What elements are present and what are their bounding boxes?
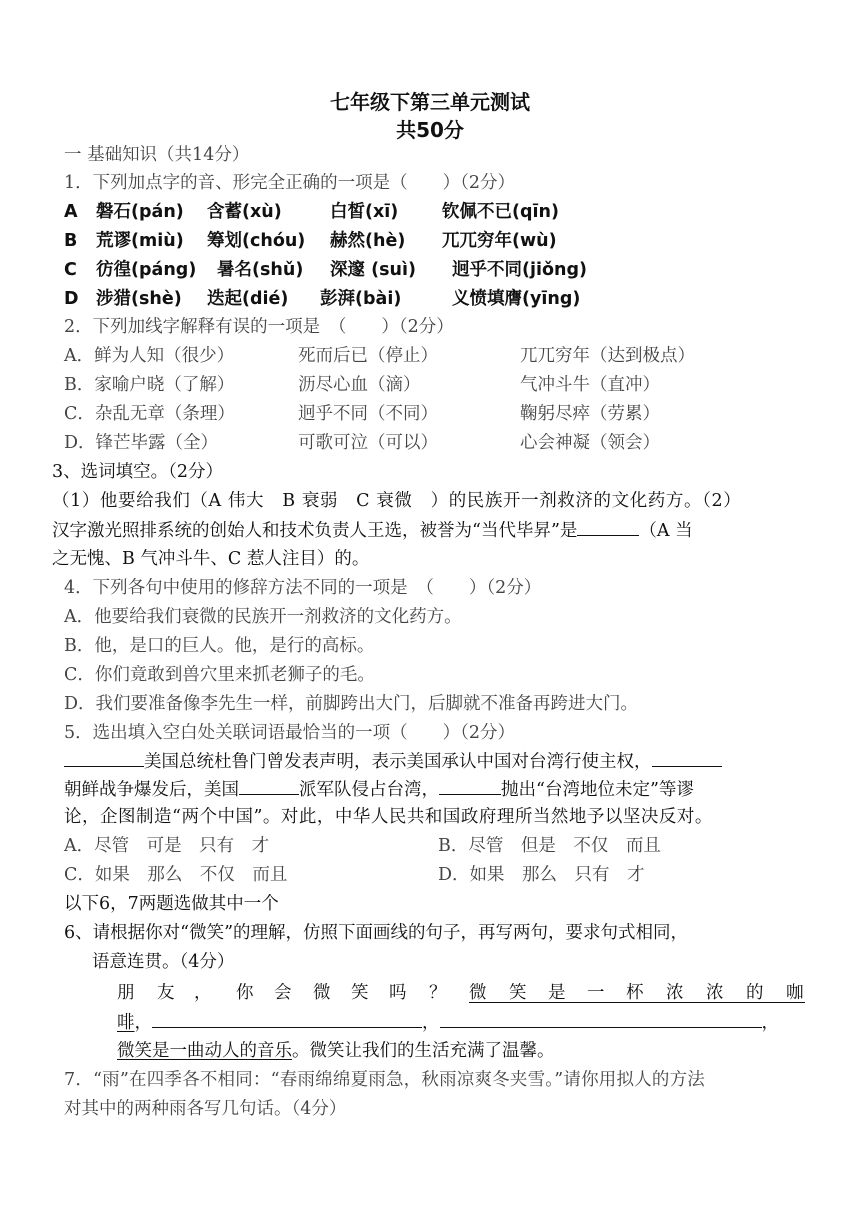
- option-item: A．鲜为人知（很少）: [64, 346, 235, 366]
- q5-text: 抛出“台湾地位未定”等谬: [501, 780, 694, 800]
- option-word: 暑名(shǔ): [217, 260, 304, 280]
- option-word: 钦佩不已(qīn): [442, 202, 559, 222]
- option-word: 荒谬(miù): [96, 231, 184, 251]
- answer-blank-1[interactable]: [152, 1009, 422, 1028]
- option-word: 白皙(xī): [330, 202, 399, 222]
- option-item: 沥尽心血（滴）: [298, 375, 421, 395]
- q5-paragraph: [64, 748, 722, 775]
- option-word: 赫然(hè): [330, 231, 406, 251]
- option-item: D．锋芒毕露（全）: [64, 433, 219, 453]
- option-item: 死而后已（停止）: [298, 346, 438, 366]
- q3-text: （A 当: [639, 521, 693, 541]
- option-letter: B: [64, 231, 78, 251]
- option-letter: A: [64, 202, 78, 222]
- option-word: 迥乎不同(jiǒng): [452, 260, 588, 280]
- q4-option: B．他，是口的巨人。他，是行的高标。: [64, 636, 375, 656]
- option-word: 深邃 (suì): [330, 260, 416, 280]
- q6-text: ，: [134, 1013, 152, 1033]
- q6-stem: 6、请根据你对“微笑”的理解，仿照下面画线的句子，再写两句，要求句式相同，: [64, 923, 689, 943]
- option-item: 可歌可泣（可以）: [298, 433, 438, 453]
- option-item: 兀兀穷年（达到极点）: [520, 346, 695, 366]
- q3-text: 汉字激光照排系统的创始人和技术负责人王选，被誉为“当代毕昇”是: [52, 521, 578, 541]
- q6-char: 朋: [117, 983, 135, 1003]
- q6-answer-line: [117, 1009, 779, 1036]
- answer-blank[interactable]: [239, 776, 299, 795]
- q4-option: D．我们要准备像李先生一样，前脚跨出大门，后脚就不准备再跨进大门。: [64, 694, 639, 714]
- q5-text: 派军队侵占台湾，: [299, 780, 439, 800]
- q6-char: 笑: [509, 983, 527, 1003]
- q4-option: A．他要给我们衰微的民族开一剂救济的文化药方。: [64, 607, 462, 627]
- option-word: 迭起(dié): [207, 289, 289, 309]
- option-word: 涉猎(shè): [96, 289, 182, 309]
- q4-stem: 4．下列各句中使用的修辞方法不同的一项是 （ ）（2分）: [64, 578, 542, 598]
- q6-char: ，: [194, 983, 212, 1003]
- answer-blank[interactable]: [652, 748, 722, 767]
- option-letter: D: [64, 289, 79, 309]
- q5-text: 美国总统杜鲁门曾发表声明，表示美国承认中国对台湾行使主权，: [144, 752, 652, 772]
- q6-char: 吗: [389, 983, 407, 1003]
- q6-char: 杯: [626, 983, 644, 1003]
- q6-char: 友: [157, 983, 175, 1003]
- q3-line: （1）他要给我们（A 伟大 B 衰弱 C 衰微 ）的民族开一剂救济的文化药方。（2）: [52, 491, 742, 511]
- option-item: 迥乎不同（不同）: [298, 404, 438, 424]
- page-subtitle: 共50分: [396, 118, 464, 142]
- answer-blank[interactable]: [64, 748, 144, 767]
- q7-stem: 7．“雨”在四季各不相同：“春雨绵绵夏雨急，秋雨凉爽冬夹雪。”请你用拟人的方法: [64, 1070, 705, 1090]
- q6-example-end: [117, 1038, 555, 1064]
- q6-char: 你: [236, 983, 254, 1003]
- q4-option: C．你们竟敢到兽穴里来抓老狮子的毛。: [64, 665, 375, 685]
- q6-char: 微: [469, 983, 487, 1003]
- q6-char: 笑: [351, 983, 369, 1003]
- q6-text: 啡: [117, 1013, 135, 1033]
- q6-char: 浓: [666, 983, 684, 1003]
- q3-line: [52, 517, 693, 544]
- page-title: 七年级下第三单元测试: [330, 90, 530, 114]
- q6-char: ？: [429, 983, 447, 1003]
- q6-text: 。微笑让我们的生活充满了温馨。: [292, 1041, 555, 1061]
- q6-char: 的: [746, 983, 764, 1003]
- option-letter: C: [64, 260, 77, 280]
- option-word: 兀兀穷年(wù): [442, 231, 557, 251]
- option-item: B．家喻户晓（了解）: [64, 375, 235, 395]
- option-word: 义愤填膺(yīng): [452, 289, 581, 309]
- option-item: 心会神凝（领会）: [520, 433, 660, 453]
- q6-stem: 语意连贯。（4分）: [92, 952, 235, 972]
- option-word: 彭湃(bài): [320, 289, 402, 309]
- q5-option: D．如果 那么 只有 才: [438, 865, 645, 885]
- q5-text: 朝鲜战争爆发后，美国: [64, 780, 239, 800]
- q1-stem: 1．下列加点字的音、形完全正确的一项是（ ）（2分）: [64, 173, 516, 193]
- q6-text: ，: [761, 1013, 779, 1033]
- q5-option: A．尽管 可是 只有 才: [64, 836, 270, 856]
- option-word: 含蓄(xù): [207, 202, 282, 222]
- answer-blank[interactable]: [577, 517, 639, 536]
- q6-underlined-text: 微笑是一曲动人的音乐: [117, 1041, 292, 1061]
- answer-blank[interactable]: [439, 776, 501, 795]
- q6-text: ，: [422, 1013, 440, 1033]
- choice-note: 以下6，7两题选做其中一个: [64, 894, 279, 914]
- q5-paragraph: [64, 776, 694, 803]
- option-item: C．杂乱无章（条理）: [64, 404, 235, 424]
- option-item: 气冲斗牛（直冲）: [520, 375, 660, 395]
- q5-paragraph: 论，企图制造“两个中国”。对此，中华人民共和国政府理所当然地予以坚决反对。: [64, 807, 713, 827]
- option-word: 彷徨(páng): [96, 260, 197, 280]
- q3-stem: 3、选词填空。（2分）: [52, 462, 224, 482]
- option-item: 鞠躬尽瘁（劳累）: [520, 404, 660, 424]
- q6-char: 浓: [706, 983, 724, 1003]
- option-word: 筹划(chóu): [207, 231, 306, 251]
- q5-stem: 5．选出填入空白处关联词语最恰当的一项（ ）（2分）: [64, 723, 516, 743]
- section-heading: 一 基础知识（共14分）: [64, 145, 250, 165]
- q5-option: C．如果 那么 不仅 而且: [64, 865, 288, 885]
- q2-stem: 2．下列加线字解释有误的一项是 （ ）（2分）: [64, 317, 454, 337]
- q3-line: 之无愧、B 气冲斗牛、C 惹人注目）的。: [52, 549, 370, 569]
- option-word: 磐石(pán): [96, 202, 184, 222]
- q6-char: 是: [548, 983, 566, 1003]
- q7-stem: 对其中的两种雨各写几句话。（4分）: [64, 1099, 347, 1119]
- answer-blank-2[interactable]: [440, 1009, 762, 1028]
- q6-char: 一: [587, 983, 605, 1003]
- q6-char: 微: [313, 983, 331, 1003]
- q6-char: 咖: [786, 983, 804, 1003]
- q5-option: B．尽管 但是 不仅 而且: [438, 836, 661, 856]
- q6-char: 会: [274, 983, 292, 1003]
